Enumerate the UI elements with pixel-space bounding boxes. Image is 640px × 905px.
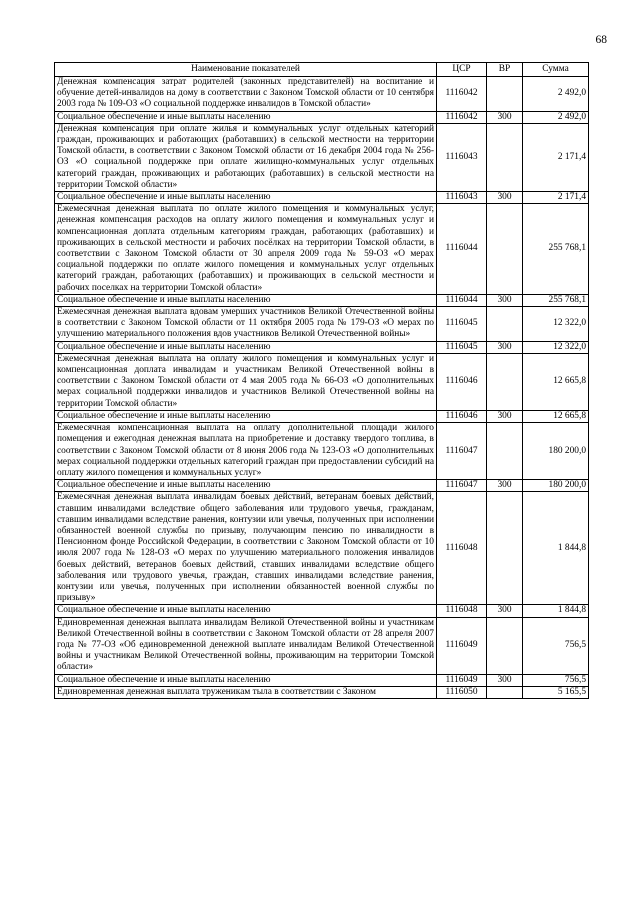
row-vr (487, 492, 523, 605)
row-name: Социальное обеспечение и иные выплаты населению (55, 480, 437, 492)
row-sum: 12 665,8 (523, 410, 589, 422)
row-sum: 12 322,0 (523, 341, 589, 353)
row-csr: 1116050 (437, 686, 487, 698)
row-vr: 300 (487, 605, 523, 617)
table-row (55, 605, 589, 617)
table-row (55, 410, 589, 422)
row-sum: 2 171,4 (523, 192, 589, 204)
table-header-row (55, 63, 589, 77)
row-name: Денежная компенсация затрат родителей (законных представителей) на воспитание и обучение детей-инвалидов на дому в соответствии с Законом Томской области от 10 сентября 2003 года № 109-ОЗ «О социальной поддержке инвалидов в Томской области» (55, 77, 437, 112)
row-vr (487, 123, 523, 191)
row-name: Ежемесячная денежная выплата инвалидам боевых действий, ветеранам боевых действий, ставшим инвалидами вследствие общего заболевания или трудового увечья, гражданам, ставшим инвалидами вследствие ранения, контузии или увечья, полученных при исполнении обязанностей военной службы по призыву, получающим пенсию по инвалидности в Пенсионном фонде Российской Федерации, в соответствии с Законом Томской области от 10 июля 2007 года № 128-ОЗ «О мерах по улучшению материального положения инвалидов боевых действий, ветеранов боевых действий, ставших инвалидами вследствие общего заболевания или трудового увечья, граждан, ставших инвалидами вследствие ранения, контузии или увечья, полученных при исполнении обязанностей военной службы по призыву» (55, 492, 437, 605)
row-sum: 12 322,0 (523, 307, 589, 342)
table-row (55, 307, 589, 342)
row-vr (487, 617, 523, 674)
table-row (55, 77, 589, 112)
row-sum: 756,5 (523, 617, 589, 674)
row-sum: 1 844,8 (523, 605, 589, 617)
row-name: Ежемесячная денежная выплата по оплате жилого помещения и коммунальных услуг, денежная компенсация расходов на оплату жилого помещения и коммунальных услуг и компенсационная доплата отдельным категориям граждан, работающих (работавших) и проживающих в сельской местности и рабочих посёлках на территории Томской области, в соответствии с Законом Томской области от 30 апреля 2009 года № 59-ОЗ «О мерах социальной поддержки по оплате жилого помещения и коммунальных услуг отдельных категорий граждан, работающих (работавших) и проживающих в сельской местности и рабочих поселках на территории Томской области» (55, 204, 437, 295)
row-sum: 255 768,1 (523, 204, 589, 295)
row-csr: 1116045 (437, 307, 487, 342)
row-sum: 180 200,0 (523, 480, 589, 492)
row-name: Социальное обеспечение и иные выплаты населению (55, 605, 437, 617)
row-vr: 300 (487, 410, 523, 422)
row-name: Единовременная денежная выплата инвалидам Великой Отечественной войны и участникам Великой Отечественной войны в соответствии с Законом Томской области от 28 апреля 2007 года № 77-ОЗ «Об единовременной денежной выплате инвалидам Великой Отечественной войны и участникам Великой Отечественной войны, проживающим на территории Томской области» (55, 617, 437, 674)
row-vr (487, 423, 523, 480)
row-vr (487, 204, 523, 295)
row-name: Денежная компенсация при оплате жилья и коммунальных услуг отдельных категорий граждан, проживающих и работающих (работавших) в сельской местности на территории Томской области, в соответствии с Законом Томской области от 16 декабря 2004 года № 256-ОЗ «О социальной поддержке при оплате жилищно-коммунальных услуг отдельных категорий граждан, проживающих и работающих (работавших) в сельской местности на территории Томской области» (55, 123, 437, 191)
row-name: Ежемесячная денежная выплата вдовам умерших участников Великой Отечественной войны в соответствии с Законом Томской области от 11 октября 2005 года № 179-ОЗ «О мерах по улучшению материального положения вдов участников Великой Отечественной войны» (55, 307, 437, 342)
table-row (55, 123, 589, 191)
row-name: Социальное обеспечение и иные выплаты населению (55, 410, 437, 422)
table-row (55, 686, 589, 698)
row-name: Социальное обеспечение и иные выплаты населению (55, 192, 437, 204)
row-vr: 300 (487, 341, 523, 353)
row-vr: 300 (487, 480, 523, 492)
row-sum: 2 171,4 (523, 123, 589, 191)
row-sum: 12 665,8 (523, 353, 589, 410)
table-row (55, 192, 589, 204)
row-sum: 180 200,0 (523, 423, 589, 480)
row-csr: 1116046 (437, 353, 487, 410)
row-csr: 1116045 (437, 341, 487, 353)
row-name: Социальное обеспечение и иные выплаты населению (55, 341, 437, 353)
header-name: Наименование показателей (55, 63, 437, 77)
budget-table (54, 62, 589, 699)
row-sum: 5 165,5 (523, 686, 589, 698)
row-csr: 1116048 (437, 492, 487, 605)
row-csr: 1116044 (437, 204, 487, 295)
table-row (55, 423, 589, 480)
row-vr: 300 (487, 111, 523, 123)
row-sum: 255 768,1 (523, 294, 589, 306)
header-sum: Сумма (523, 63, 589, 77)
page-number: 68 (595, 34, 607, 46)
row-name: Единовременная денежная выплата труженикам тыла в соответствии с Законом (55, 686, 437, 698)
row-vr: 300 (487, 192, 523, 204)
table-row (55, 353, 589, 410)
row-csr: 1116044 (437, 294, 487, 306)
row-name: Социальное обеспечение и иные выплаты населению (55, 674, 437, 686)
row-csr: 1116042 (437, 111, 487, 123)
row-name: Ежемесячная компенсационная выплата на оплату дополнительной площади жилого помещения и ежегодная денежная выплата на приобретение и доставку твердого топлива, в соответствии с Законом Томской области от 8 июня 2006 года № 123-ОЗ «О дополнительных мерах социальной поддержки отдельных категорий граждан при предоставлении субсидий на оплату жилого помещения и коммунальных услуг» (55, 423, 437, 480)
header-csr: ЦСР (437, 63, 487, 77)
table-row (55, 111, 589, 123)
header-vr: ВР (487, 63, 523, 77)
row-csr: 1116046 (437, 410, 487, 422)
table-row (55, 492, 589, 605)
row-vr (487, 686, 523, 698)
row-csr: 1116043 (437, 123, 487, 191)
table-row (55, 294, 589, 306)
row-csr: 1116047 (437, 480, 487, 492)
row-csr: 1116047 (437, 423, 487, 480)
row-vr (487, 353, 523, 410)
row-sum: 756,5 (523, 674, 589, 686)
table-row (55, 617, 589, 674)
row-vr: 300 (487, 674, 523, 686)
row-vr: 300 (487, 294, 523, 306)
row-sum: 2 492,0 (523, 77, 589, 112)
row-csr: 1116042 (437, 77, 487, 112)
row-vr (487, 307, 523, 342)
table-row (55, 674, 589, 686)
table-row (55, 480, 589, 492)
row-sum: 2 492,0 (523, 111, 589, 123)
row-csr: 1116048 (437, 605, 487, 617)
row-csr: 1116043 (437, 192, 487, 204)
row-csr: 1116049 (437, 617, 487, 674)
row-sum: 1 844,8 (523, 492, 589, 605)
row-csr: 1116049 (437, 674, 487, 686)
row-name: Социальное обеспечение и иные выплаты населению (55, 294, 437, 306)
row-name: Социальное обеспечение и иные выплаты населению (55, 111, 437, 123)
table-row (55, 204, 589, 295)
table-row (55, 341, 589, 353)
row-vr (487, 77, 523, 112)
row-name: Ежемесячная денежная выплата на оплату жилого помещения и коммунальных услуг и компенсационная доплата инвалидам и участникам Великой Отечественной войны в соответствии с Законом Томской области от 4 мая 2005 года № 66-ОЗ «О дополнительных мерах социальной поддержки инвалидов и участников Великой Отечественной войны на территории Томской области» (55, 353, 437, 410)
